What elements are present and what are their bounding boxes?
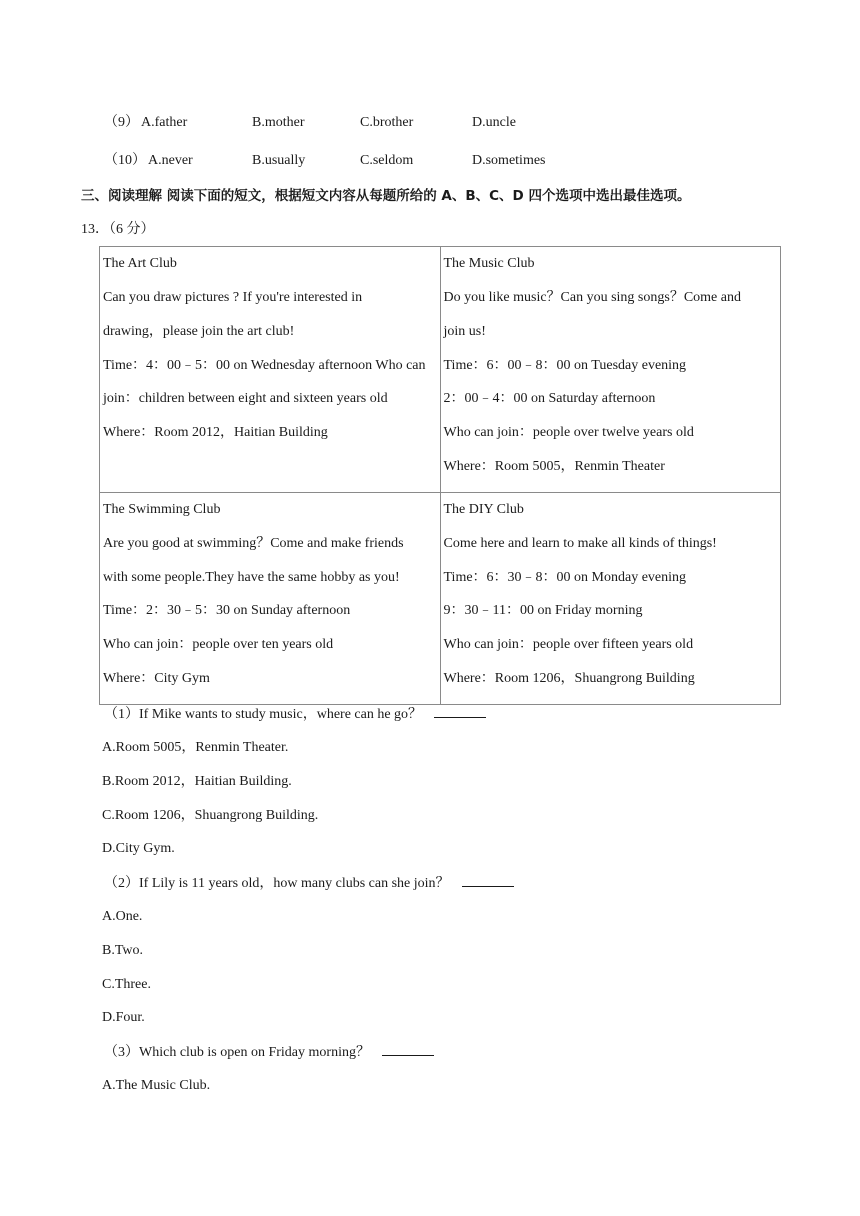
music-club-line: Who can join：people over twelve years old: [443, 425, 694, 441]
art-club-line: Where：Room 2012，Haitian Building: [103, 425, 328, 441]
art-club-line: join：children between eight and sixteen years old: [103, 391, 388, 407]
q9-option-d: D.uncle: [472, 115, 516, 130]
swimming-club-line: Time：2：30﹣5：30 on Sunday afternoon: [103, 603, 351, 619]
question-1: [104, 705, 486, 724]
answer-blank[interactable]: [382, 1043, 434, 1056]
diy-club-line: Where：Room 1206，Shuangrong Building: [443, 670, 695, 686]
diy-club-line: Time：6：30﹣8：00 on Monday evening: [443, 569, 687, 585]
answer-blank[interactable]: [462, 874, 514, 887]
q10-option-b: B.usually: [252, 153, 306, 168]
q10-number: （10）: [104, 153, 146, 168]
art-club-title: The Art Club: [103, 256, 177, 271]
art-club-cell: [100, 247, 441, 493]
q2-option-c: C.Three.: [102, 977, 151, 992]
music-club-line: Where：Room 5005，Renmin Theater: [443, 458, 665, 474]
diy-club-line: Come here and learn to make all kinds of things!: [443, 535, 717, 551]
art-club-line: Can you draw pictures ? If you're interested in: [103, 290, 363, 305]
art-club-line: drawing，please join the art club!: [103, 323, 295, 339]
q10-option-a: A.never: [148, 153, 193, 168]
swimming-club-cell: [100, 492, 441, 704]
q1-option-d: D.City Gym.: [102, 841, 175, 856]
swimming-club-line: Are you good at swimming？Come and make friends: [103, 535, 404, 551]
q9-option-a: A.father: [141, 115, 188, 130]
swimming-club-title: The Swimming Club: [103, 501, 221, 517]
swimming-club-line: with some people.They have the same hobby as you!: [103, 569, 400, 585]
table-row: [100, 247, 781, 493]
diy-club-cell: [440, 492, 781, 704]
question-2: [104, 874, 514, 893]
q2-option-a: A.One.: [102, 909, 143, 924]
question-3: [104, 1043, 434, 1062]
question-2-text: （2）If Lily is 11 years old，how many clubs can she join？: [104, 876, 450, 891]
swimming-club-line: Where：City Gym: [103, 670, 210, 686]
music-club-line: Do you like music？Can you sing songs？Come and: [443, 290, 741, 305]
q2-option-b: B.Two.: [102, 943, 144, 958]
q10-option-c: C.seldom: [360, 153, 414, 168]
music-club-title: The Music Club: [443, 256, 535, 271]
question-1-text: （1）If Mike wants to study music，where can he go？: [104, 707, 423, 722]
clubs-table: [99, 246, 781, 705]
music-club-line: Time：6：00﹣8：00 on Tuesday evening: [443, 357, 687, 373]
question-number: 13．（6 分）: [81, 222, 155, 237]
diy-club-title: The DIY Club: [443, 501, 524, 517]
q1-option-b: B.Room 2012，Haitian Building.: [102, 774, 292, 789]
music-club-line: 2：00﹣4：00 on Saturday afternoon: [443, 391, 656, 407]
art-club-line: Time：4：00﹣5：00 on Wednesday afternoon Who can: [103, 357, 426, 373]
diy-club-line: Who can join：people over fifteen years old: [443, 637, 694, 653]
table-row: [100, 492, 781, 704]
q1-option-c: C.Room 1206，Shuangrong Building.: [102, 808, 319, 823]
music-club-line: join us!: [443, 323, 486, 339]
swimming-club-line: Who can join：people over ten years old: [103, 637, 334, 653]
q2-option-d: D.Four.: [102, 1010, 145, 1025]
answer-blank[interactable]: [434, 705, 486, 718]
q9-number: （9）: [104, 115, 139, 130]
q9-option-c: C.brother: [360, 115, 414, 130]
music-club-cell: [440, 247, 781, 493]
diy-club-line: 9：30﹣11：00 on Friday morning: [443, 603, 643, 619]
q3-option-a: A.The Music Club.: [102, 1078, 211, 1093]
q10-option-d: D.sometimes: [472, 153, 546, 168]
question-3-text: （3）Which club is open on Friday morning？: [104, 1045, 370, 1060]
q1-option-a: A.Room 5005，Renmin Theater.: [102, 740, 289, 755]
section-heading: 三、阅读理解 阅读下面的短文，根据短文内容从每题所给的 A、B、C、D 四个选项中选出最佳选项。: [81, 188, 691, 204]
q9-option-b: B.mother: [252, 115, 305, 130]
